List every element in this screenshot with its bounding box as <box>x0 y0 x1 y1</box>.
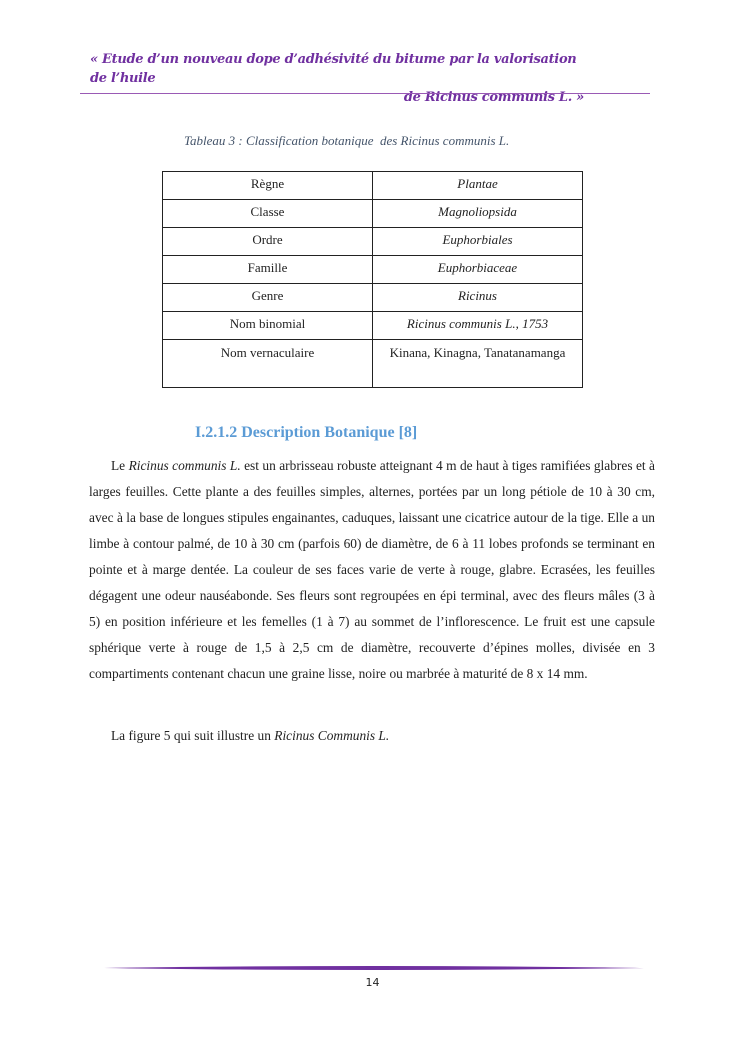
table-row <box>163 312 583 340</box>
footer-divider <box>104 965 644 971</box>
row-label: Classe <box>163 200 373 228</box>
classification-table <box>162 171 583 388</box>
table-row <box>163 284 583 312</box>
table-row <box>163 256 583 284</box>
running-header <box>84 50 584 107</box>
row-label: Famille <box>163 256 373 284</box>
table-row <box>163 172 583 200</box>
table-row <box>163 200 583 228</box>
row-label: Règne <box>163 172 373 200</box>
table-row <box>163 340 583 388</box>
row-value: Euphorbiaceae <box>373 256 583 284</box>
figure-intro-paragraph <box>89 723 655 749</box>
row-value: Ricinus <box>373 284 583 312</box>
row-label: Genre <box>163 284 373 312</box>
description-paragraph <box>89 453 655 687</box>
text-run: La figure 5 qui suit illustre un <box>111 728 275 744</box>
row-value: Magnoliopsida <box>373 200 583 228</box>
header-line-1: « Etude d’un nouveau dope d’adhésivité du bitume par la valorisation de l’huile <box>90 52 577 86</box>
table-row <box>163 228 583 256</box>
page-number: 14 <box>365 976 380 989</box>
section-heading: I.2.1.2 Description Botanique [8] <box>195 424 418 441</box>
row-value: Euphorbiales <box>373 228 583 256</box>
row-value: Plantae <box>373 172 583 200</box>
header-divider <box>80 93 650 94</box>
row-label: Nom binomial <box>163 312 373 340</box>
row-label: Nom vernaculaire <box>163 340 373 388</box>
species-name: Ricinus communis L. <box>128 458 241 474</box>
table-caption: Tableau 3 : Classification botanique des Ricinus communis L. <box>184 133 510 148</box>
row-label: Ordre <box>163 228 373 256</box>
row-value: Kinana, Kinagna, Tanatanamanga <box>373 340 583 388</box>
text-run: est un arbrisseau robuste atteignant 4 m de haut à tiges ramifiées glabres et à larges feuilles. Cette plante a des feuilles simples, alternes, portées par un long pétiole de 10 à 30 cm, avec à la base de longues stipules engainantes, caduques, laissant une cicatrice autour de la tige. Elle a un limbe à contour palmé, de 10 à 30 cm (parfois 60) de diamètre, de 6 à 11 lobes profonds se terminant en pointe et à marge dentée. La couleur de ses faces varie de verte à rouge, glabre. Ecrasées, les feuilles dégagent une odeur nauséabonde. Ses fleurs sont regroupées en épi terminal, avec des fleurs mâles (3 à 5) en position inférieure et les femelles (1 à 7) au sommet de l’inflorescence. Le fruit est une capsule sphérique verte à rouge de 1,5 à 2,5 cm de diamètre, recouverte d’épines molles, divisée en 3 compartiments contenant chacun une graine lisse, noire ou marbrée à maturité de 8 x 14 mm. <box>89 458 655 682</box>
row-value: Ricinus communis L., 1753 <box>373 312 583 340</box>
header-line-2: de Ricinus communis L. » <box>403 90 584 105</box>
text-run: Le <box>111 458 129 474</box>
species-name: Ricinus Communis L. <box>274 728 390 744</box>
